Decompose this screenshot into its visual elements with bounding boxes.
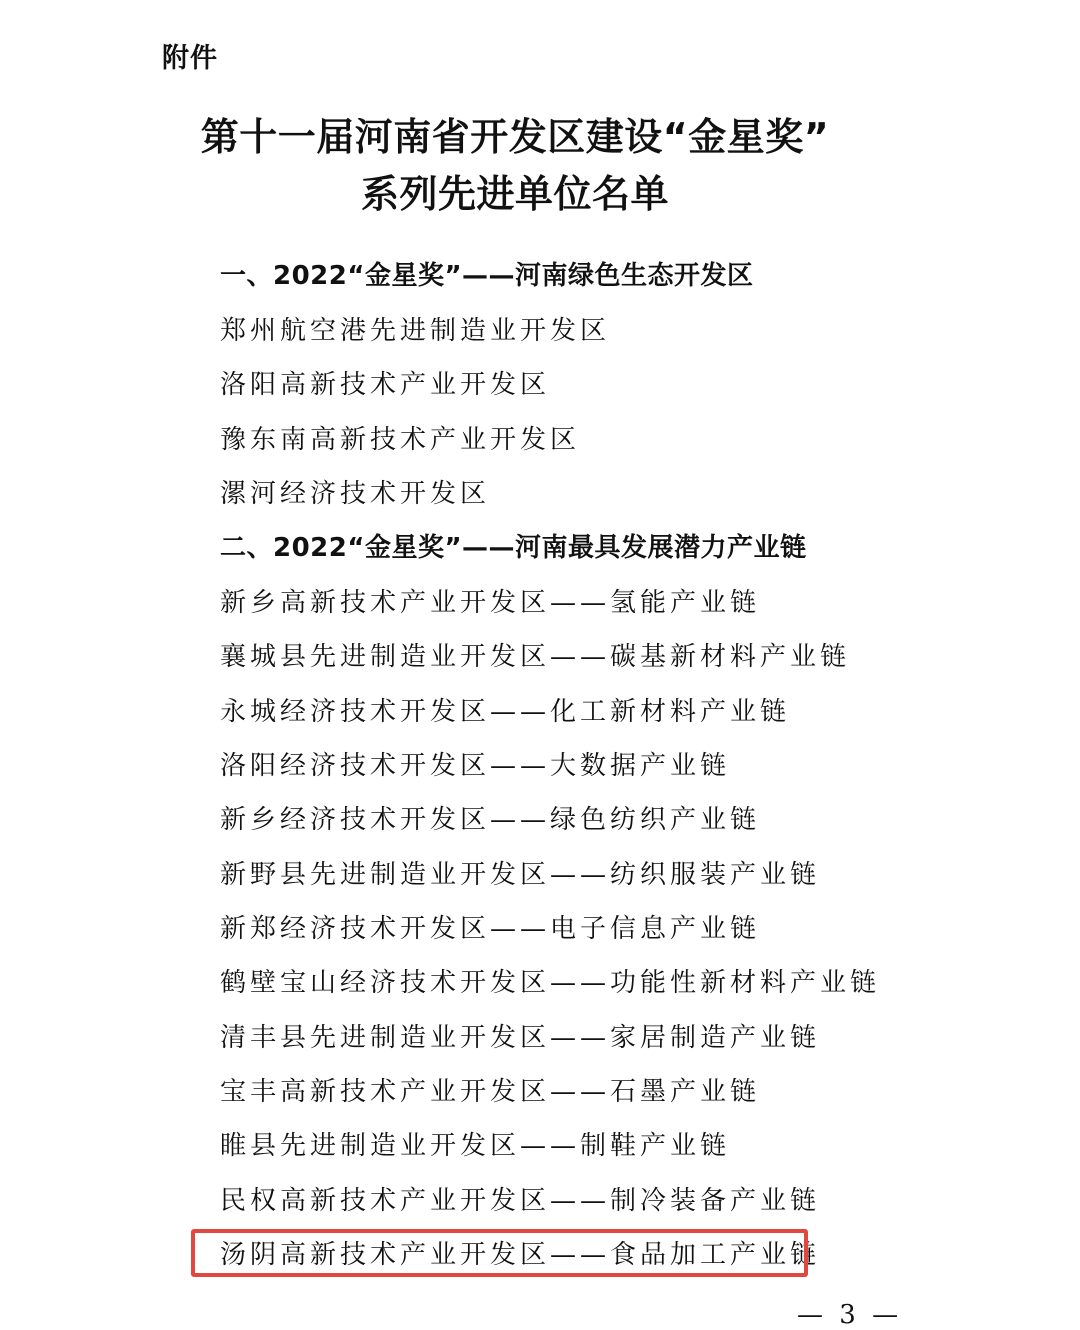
list-item: 漯河经济技术开发区 (220, 479, 491, 509)
section-heading-green-ecology: 一、2022“金星奖”——河南绿色生态开发区 (220, 261, 754, 291)
list-item: 洛阳高新技术产业开发区 (220, 370, 551, 400)
list-item: 新乡经济技术开发区——绿色纺织产业链 (220, 805, 761, 835)
highlight-box (191, 1229, 808, 1277)
attachment-label: 附件 (162, 43, 218, 74)
list-item: 宝丰高新技术产业开发区——石墨产业链 (220, 1077, 761, 1107)
list-item: 鹤壁宝山经济技术开发区——功能性新材料产业链 (220, 968, 881, 998)
list-item: 民权高新技术产业开发区——制冷装备产业链 (220, 1186, 821, 1216)
list-item: 永城经济技术开发区——化工新材料产业链 (220, 697, 791, 727)
list-item: 豫东南高新技术产业开发区 (220, 425, 581, 455)
document-title-line-1: 第十一届河南省开发区建设“金星奖” (200, 115, 830, 159)
list-item: 郑州航空港先进制造业开发区 (220, 316, 611, 346)
page-number: — 3 — (797, 1300, 903, 1330)
document-title-line-2: 系列先进单位名单 (360, 172, 669, 216)
section-heading-industry-chain: 二、2022“金星奖”——河南最具发展潜力产业链 (220, 533, 807, 563)
list-item: 襄城县先进制造业开发区——碳基新材料产业链 (220, 642, 851, 672)
list-item: 新野县先进制造业开发区——纺织服装产业链 (220, 860, 821, 890)
list-item: 新乡高新技术产业开发区——氢能产业链 (220, 588, 761, 618)
list-item: 睢县先进制造业开发区——制鞋产业链 (220, 1131, 731, 1161)
list-item: 清丰县先进制造业开发区——家居制造产业链 (220, 1023, 821, 1053)
list-item: 新郑经济技术开发区——电子信息产业链 (220, 914, 761, 944)
list-item-highlighted: 汤阴高新技术产业开发区——食品加工产业链 (220, 1240, 821, 1270)
list-item: 洛阳经济技术开发区——大数据产业链 (220, 751, 731, 781)
